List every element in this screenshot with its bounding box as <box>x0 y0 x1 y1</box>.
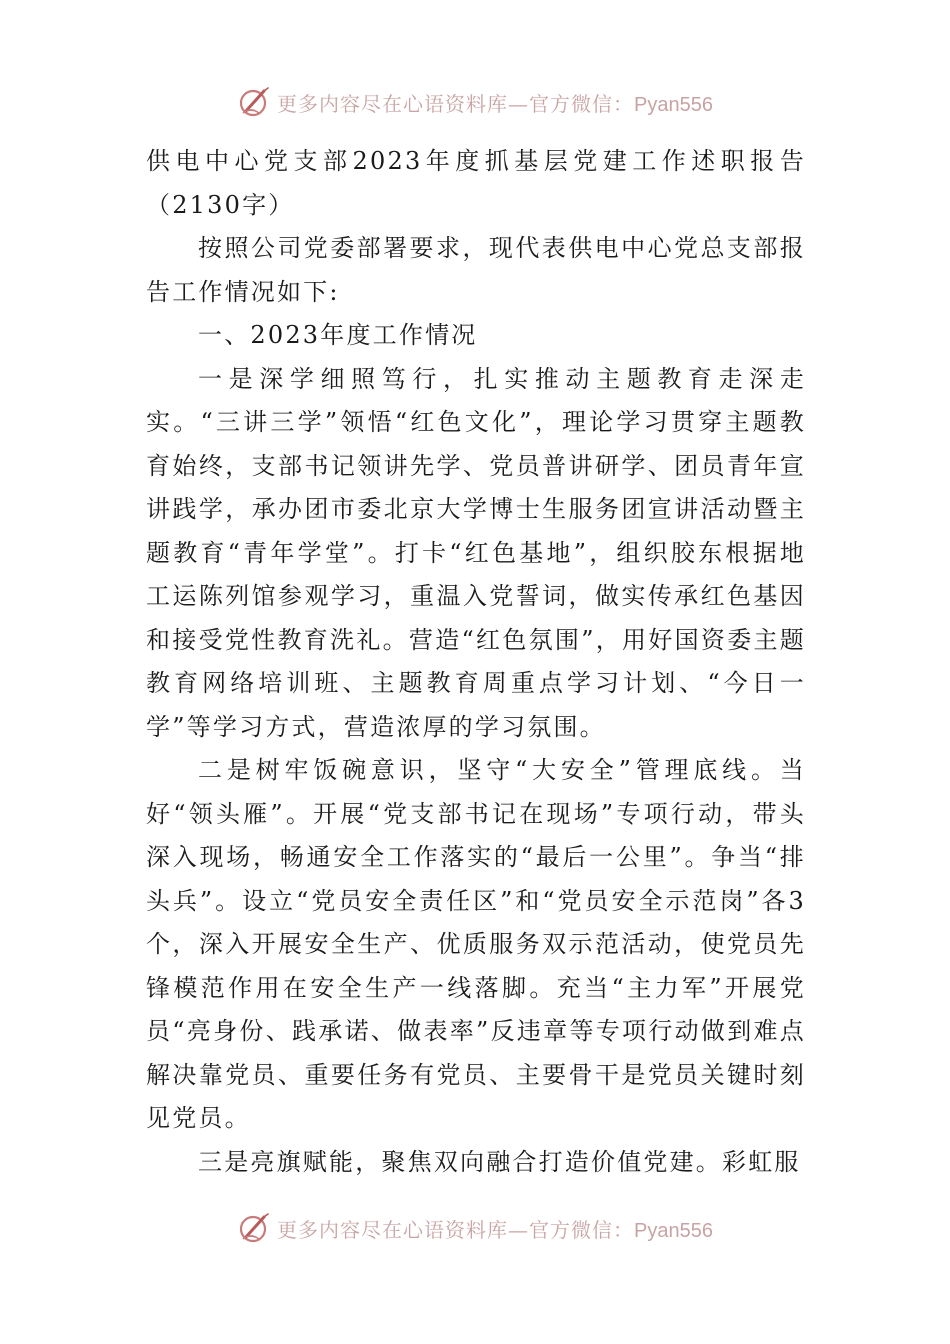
paragraph-one: 一是深学细照笃行，扎实推动主题教育走深走实。“三讲三学”领悟“红色文化”，理论学习贯穿主题教育始终，支部书记领讲先学、党员普讲研学、团员青年宣讲践学，承办团市委北京大学博士生服务团宣讲活动暨主题教育“青年学堂”。打卡“红色基地”，组织胶东根据地工运陈列馆参观学习，重温入党誓词，做实传承红色基因和接受党性教育洗礼。营造“红色氛围”，用好国资委主题教育网络培训班、主题教育周重点学习计划、“今日一学”等学习方式，营造浓厚的学习氛围。 <box>146 364 806 741</box>
watermark-wechat-handle: Pyan556 <box>634 1219 713 1242</box>
watermark-wechat-handle: Pyan556 <box>634 93 713 116</box>
paragraph-intro: 按照公司党委部署要求，现代表供电中心党总支部报告工作情况如下: <box>146 234 806 306</box>
paragraph-three: 三是亮旗赋能，聚焦双向融合打造价值党建。彩虹服 <box>198 1147 801 1176</box>
pen-circle-logo-icon <box>237 85 271 119</box>
document-title: 供电中心党支部2023年度抓基层党建工作述职报告（2130字） <box>146 147 806 219</box>
footer-watermark-banner <box>0 1208 950 1248</box>
pen-circle-logo-icon <box>237 1211 271 1245</box>
watermark-text: 更多内容尽在心语资料库—官方微信：Pyan556 <box>277 91 713 116</box>
section-heading: 一、2023年度工作情况 <box>198 321 478 349</box>
paragraph-two: 二是树牢饭碗意识，坚守“大安全”管理底线。当好“领头雁”。开展“党支部书记在现场”专项行动，带头深入现场，畅通安全工作落实的“最后一公里”。争当“排头兵”。设立“党员安全责任区”和“党员安全示范岗”各3个，深入开展安全生产、优质服务双示范活动，使党员先锋模范作用在安全生产一线落脚。充当“主力军”开展党员“亮身份、践承诺、做表率”反违章等专项行动做到难点解决靠党员、重要任务有党员、主要骨干是党员关键时刻见党员。 <box>146 756 806 1132</box>
document-body <box>146 140 806 1184</box>
watermark-text: 更多内容尽在心语资料库—官方微信：Pyan556 <box>277 1217 713 1242</box>
header-watermark-banner <box>0 82 950 122</box>
